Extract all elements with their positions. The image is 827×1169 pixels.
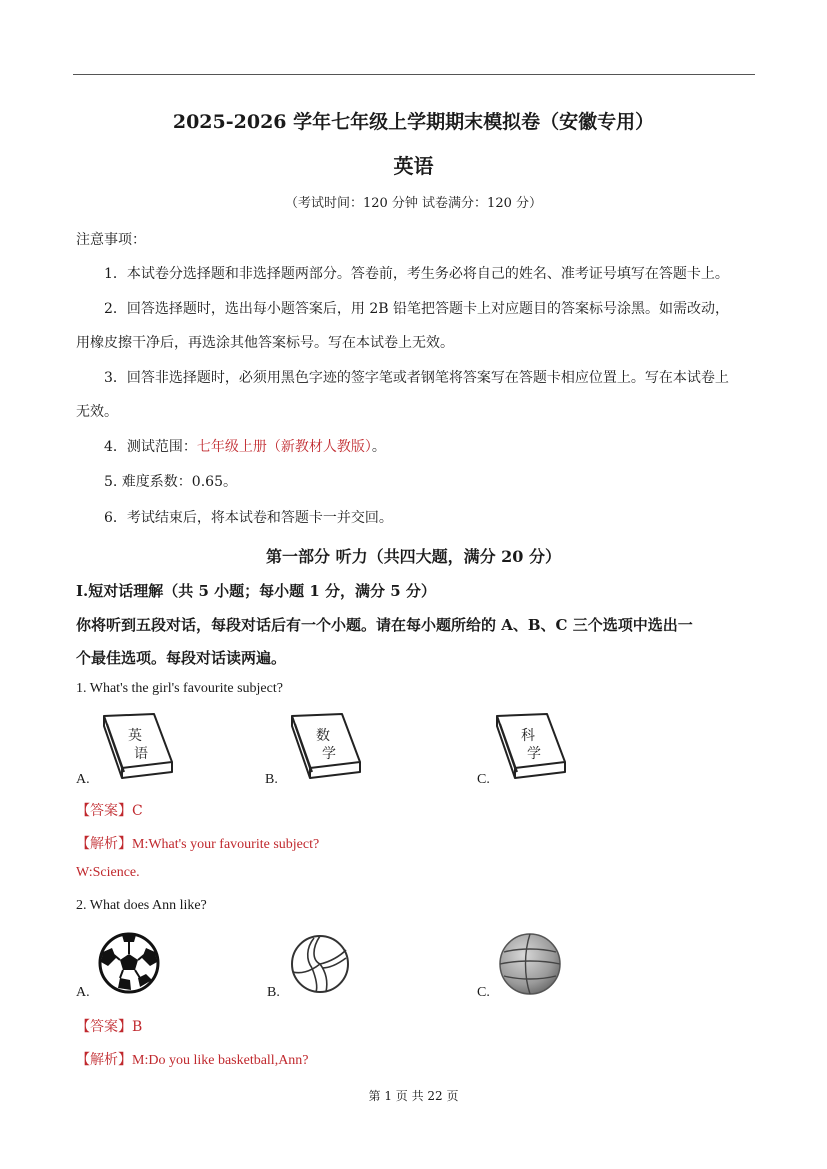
english-book-char-2: 语 xyxy=(134,746,148,762)
analysis-1-tag: 【解析】 xyxy=(76,836,132,852)
note-item-4-suffix: 。 xyxy=(371,439,386,455)
question-1-stem: 1. What's the girl's favourite subject? xyxy=(76,681,283,696)
science-book-icon xyxy=(495,712,567,782)
analysis-2-line-1: M:Do you like basketball,Ann? xyxy=(132,1053,309,1068)
question-2-stem: 2. What does Ann like? xyxy=(76,898,207,913)
option-b-label: B. xyxy=(265,772,278,787)
header-rule xyxy=(73,74,755,75)
analysis-2 xyxy=(76,1049,309,1069)
part1-heading: 第一部分 听力（共四大题，满分 20 分） xyxy=(266,547,561,566)
option-c-label: C. xyxy=(477,772,490,787)
note-item-4 xyxy=(104,436,386,456)
page-footer: 第 1 页 共 22 页 xyxy=(368,1089,459,1103)
english-book-char-1: 英 xyxy=(128,728,142,744)
instruction-line-2: 个最佳选项。每段对话读两遍。 xyxy=(76,649,287,667)
note-item-3-line-1: 3．回答非选择题时，必须用黑色字迹的签字笔或者钢笔将答案写在答题卡相应位置上。写在本试卷上 xyxy=(104,370,729,386)
exam-info: （考试时间：120 分钟 试卷满分：120 分） xyxy=(284,196,543,211)
basketball-icon xyxy=(498,932,562,996)
note-item-6: 6．考试结束后，将本试卷和答题卡一并交回。 xyxy=(104,510,393,526)
analysis-1-line-1: M:What's your favourite subject? xyxy=(132,837,320,852)
soccer-ball-icon xyxy=(98,932,160,994)
note-item-2-line-2: 用橡皮擦干净后，再选涂其他答案标号。写在本试卷上无效。 xyxy=(76,335,454,351)
note-item-3-line-2: 无效。 xyxy=(76,404,118,420)
option-a-label: A. xyxy=(76,772,90,787)
note-item-4-prefix: 4．测试范围： xyxy=(104,439,197,455)
answer-1: 【答案】C xyxy=(76,803,143,819)
option-b-label: B. xyxy=(267,985,280,1000)
analysis-2-tag: 【解析】 xyxy=(76,1052,132,1068)
test-range: 七年级上册（新教材人教版） xyxy=(196,439,372,455)
analysis-1 xyxy=(76,833,319,853)
math-book-icon xyxy=(290,712,362,782)
answer-2: 【答案】B xyxy=(76,1019,143,1035)
english-book-icon xyxy=(102,712,174,782)
instruction-line-1: 你将听到五段对话，每段对话后有一个小题。请在每小题所给的 A、B、C 三个选项中选出一 xyxy=(76,616,693,634)
volleyball-icon xyxy=(290,934,350,994)
exam-title: 2025-2026 学年七年级上学期期末模拟卷（安徽专用） xyxy=(172,111,655,133)
math-book-char-2: 学 xyxy=(322,746,336,762)
science-book-char-1: 科 xyxy=(521,728,535,744)
analysis-1-line-2: W:Science. xyxy=(76,865,140,880)
notes-heading: 注意事项： xyxy=(76,232,146,248)
note-item-5: 5. 难度系数：0.65。 xyxy=(104,474,237,490)
option-c-label: C. xyxy=(477,985,490,1000)
note-item-1: 1．本试卷分选择题和非选择题两部分。答卷前，考生务必将自己的姓名、准考证号填写在答题卡上。 xyxy=(104,266,729,282)
science-book-char-2: 学 xyxy=(527,746,541,762)
math-book-char-1: 数 xyxy=(316,728,330,744)
section-title: I.短对话理解（共 5 小题；每小题 1 分，满分 5 分） xyxy=(76,582,436,600)
subject-title: 英语 xyxy=(393,154,434,178)
note-item-2-line-1: 2．回答选择题时，选出每小题答案后，用 2B 铅笔把答题卡上对应题目的答案标号涂黑。如需改动， xyxy=(104,301,730,317)
option-a-label: A. xyxy=(76,985,90,1000)
